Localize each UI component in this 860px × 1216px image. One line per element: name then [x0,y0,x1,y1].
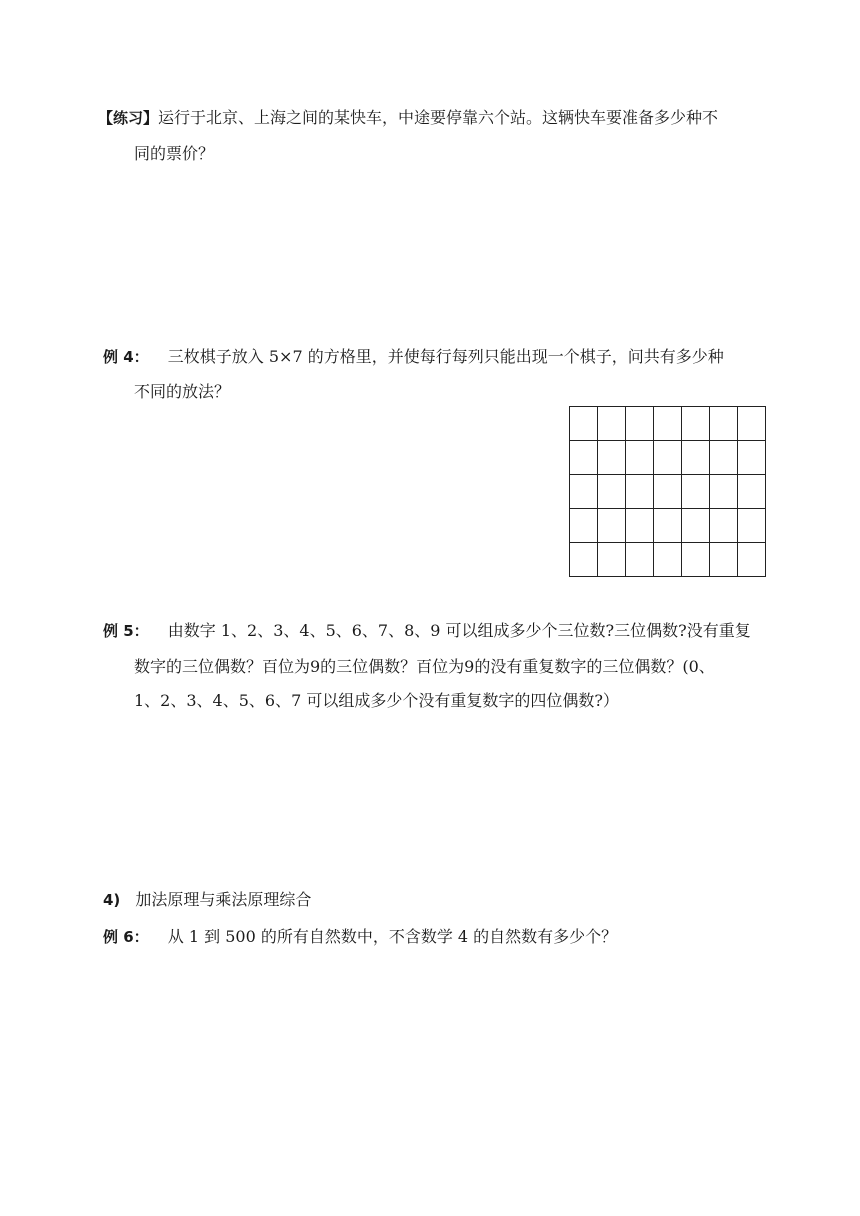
grid-cell [710,475,738,509]
grid-cell [682,475,710,509]
grid-cell [598,407,626,441]
grid-cell [710,407,738,441]
grid-cell [654,441,682,475]
example-4-text-line1: 三枚棋子放入 5×7 的方格里，并使每行每列只能出现一个棋子，问共有多少种 [167,347,724,366]
grid-cell [738,407,766,441]
section-4-title: 加法原理与乘法原理综合 [135,890,312,909]
grid-cell [570,509,598,543]
practice-text-line2: 同的票价？ [134,144,215,163]
grid-row [570,441,766,475]
grid-cell [682,407,710,441]
grid-cell [570,407,598,441]
chessboard-grid [569,406,766,577]
grid-row [570,407,766,441]
example-5-label: 例 5： [103,622,149,640]
section-4-number: 4) [103,891,121,909]
example-5-text-line1: 由数字 1、2、3、4、5、6、7、8、9 可以组成多少个三位数?三位偶数?没有重复 [167,621,751,640]
grid-cell [654,475,682,509]
practice-label: 【练习】 [98,109,159,127]
grid-cell [738,509,766,543]
example-5-text-line3: 1、2、3、4、5、6、7 可以组成多少个没有重复数字的四位偶数?） [134,691,619,710]
grid-cell [570,543,598,577]
grid-cell [654,509,682,543]
grid-cell [570,475,598,509]
grid-cell [626,407,654,441]
grid-cell [598,543,626,577]
example-4-label: 例 4： [103,348,149,366]
grid-cell [682,543,710,577]
grid-cell [626,509,654,543]
grid-cell [682,509,710,543]
grid-cell [738,543,766,577]
example-4-text-line2: 不同的放法？ [134,382,231,401]
practice-text-line1: 运行于北京、上海之间的某快车，中途要停靠六个站。这辆快车要准备多少种不 [158,108,719,127]
grid-cell [710,441,738,475]
grid-cell [598,509,626,543]
example-6-text-line1: 从 1 到 500 的所有自然数中，不含数学 4 的自然数有多少个？ [167,927,618,946]
grid-row [570,509,766,543]
grid-row [570,475,766,509]
grid-cell [710,509,738,543]
example-6-label: 例 6： [103,928,149,946]
example-5-text-line2: 数字的三位偶数？百位为9的三位偶数？百位为9的没有重复数字的三位偶数？(0、 [134,657,715,676]
grid-cell [654,407,682,441]
grid-cell [598,441,626,475]
grid-cell [738,441,766,475]
grid-cell [570,441,598,475]
grid-cell [710,543,738,577]
grid-cell [626,441,654,475]
grid-cell [626,475,654,509]
grid-row [570,543,766,577]
grid-cell [654,543,682,577]
grid-cell [598,475,626,509]
grid-cell [626,543,654,577]
grid-cell [682,441,710,475]
grid-cell [738,475,766,509]
